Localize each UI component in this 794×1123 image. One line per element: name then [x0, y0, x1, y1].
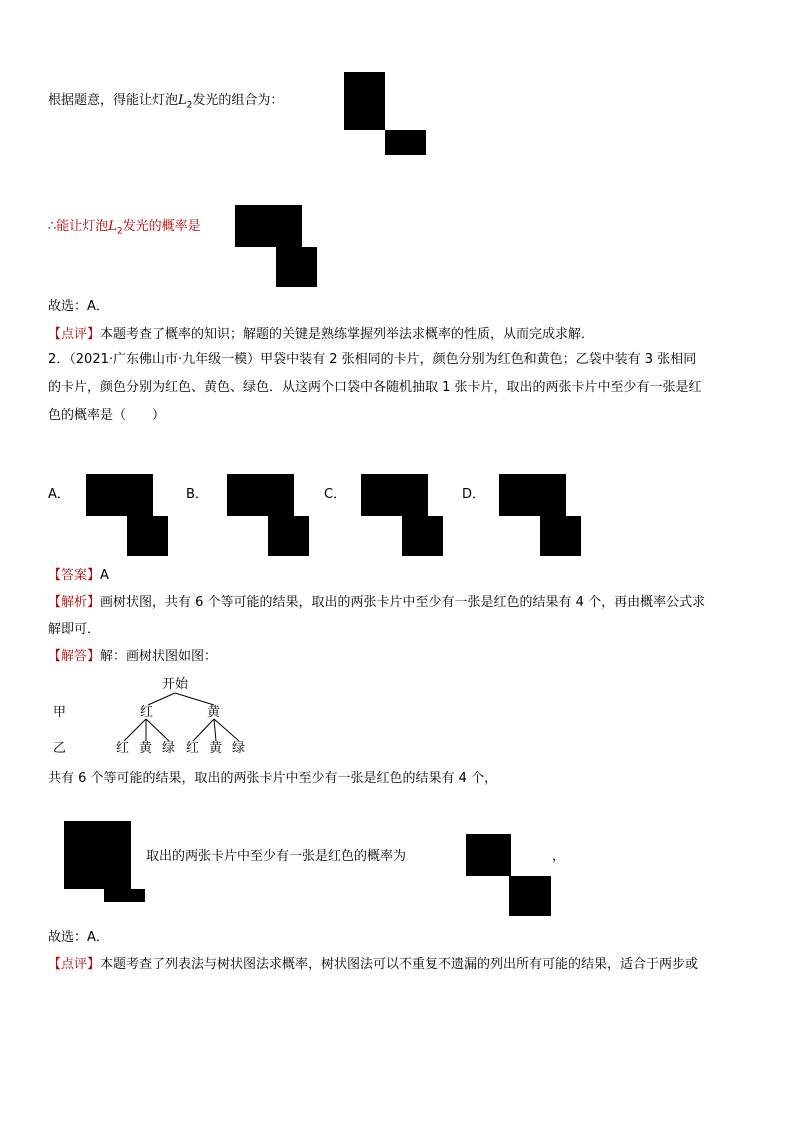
- redacted-probability-answer-part: [509, 876, 551, 916]
- solution-text: 解：画树状图如图：: [100, 649, 218, 664]
- option-a-label: A．: [48, 487, 70, 502]
- therefore-prefix: ∴能让灯泡: [48, 219, 109, 234]
- bulb-variable-2: L: [108, 219, 117, 234]
- option-c-figure-part: [402, 516, 443, 556]
- redacted-probability-fraction: [235, 205, 302, 247]
- therefore-suffix: 发光的概率是: [122, 219, 201, 234]
- intro-prefix: 根据题意，得能让灯泡: [48, 93, 179, 108]
- tree-leaf-1: 红: [116, 741, 130, 756]
- option-b-figure-part: [268, 516, 309, 556]
- solution-label: 【解答】: [48, 649, 101, 664]
- probability-text: 取出的两张卡片中至少有一张是红色的概率为: [146, 849, 407, 864]
- review-label: 【点评】: [48, 327, 101, 342]
- therefore-line: [48, 218, 201, 241]
- bulb-subscript: 2: [186, 100, 193, 111]
- result-line: 共有 6 个等可能的结果，取出的两张卡片中至少有一张是红色的结果有 4 个，: [48, 771, 498, 786]
- bulb-subscript-2: 2: [116, 226, 123, 237]
- tree-leaf-2: 黄: [139, 741, 153, 756]
- option-c-figure: [361, 474, 428, 516]
- q2-line3: 色的概率是（ ）: [48, 408, 166, 423]
- option-b-label: B．: [186, 487, 208, 502]
- q2-review-text: 本题考查了列表法与树状图法求概率，树状图法可以不重复不遗漏的列出所有可能的结果，适合于两步或: [100, 957, 699, 972]
- redacted-probability-fraction-part: [276, 247, 317, 287]
- redacted-formula-left-part: [104, 889, 145, 902]
- tree-level2-label: 乙: [53, 741, 67, 756]
- prev-choice: 故选：A．: [48, 299, 109, 314]
- answer-value: A: [100, 568, 109, 583]
- option-a-figure-part: [127, 516, 168, 556]
- tree-node-red: 红: [140, 705, 154, 720]
- option-a-figure: [86, 474, 153, 516]
- q2-review: [48, 956, 698, 974]
- redacted-probability-answer: [466, 834, 511, 876]
- tree-leaf-6: 绿: [232, 741, 246, 756]
- analysis-label: 【解析】: [48, 595, 101, 610]
- option-d-figure-part: [540, 516, 581, 556]
- option-d-label: D．: [462, 487, 486, 502]
- bulb-variable: L: [178, 93, 187, 108]
- q2-review-label: 【点评】: [48, 957, 101, 972]
- analysis-line2: 解即可．: [48, 622, 101, 637]
- intro-suffix: 发光的组合为：: [192, 93, 284, 108]
- q2-choice: 故选：A．: [48, 930, 109, 945]
- redacted-figure-combination: [344, 72, 385, 130]
- probability-comma: ，: [552, 849, 566, 864]
- prev-review: [48, 326, 594, 344]
- option-d-figure: [499, 474, 566, 516]
- q2-line1: 2．（2021·广东佛山市·九年级一模）甲袋中装有 2 张相同的卡片，颜色分别为红色和黄色；乙袋中装有 3 张相同: [48, 352, 697, 367]
- option-c-label: C．: [324, 487, 347, 502]
- tree-leaf-3: 绿: [162, 741, 176, 756]
- review-text: 本题考查了概率的知识；解题的关键是熟练掌握列举法求概率的性质，从而完成求解．: [100, 327, 595, 342]
- intro-line: [48, 92, 283, 115]
- answer-label: 【答案】: [48, 568, 101, 583]
- tree-level1-label: 甲: [53, 705, 67, 720]
- tree-leaf-5: 黄: [209, 741, 223, 756]
- option-b-figure: [227, 474, 294, 516]
- solution-line: [48, 648, 217, 666]
- tree-leaf-4: 红: [186, 741, 200, 756]
- analysis-text: 画树状图，共有 6 个等可能的结果，取出的两张卡片中至少有一张是红色的结果有 4 个，再由概率公式求: [100, 595, 706, 610]
- answer-line: [48, 567, 109, 585]
- redacted-figure-combination-part: [385, 130, 426, 155]
- analysis-line1: [48, 594, 705, 612]
- redacted-formula-left: [64, 821, 131, 889]
- q2-line2: 的卡片，颜色分别为红色、黄色、绿色．从这两个口袋中各随机抽取 1 张卡片，取出的两张卡片中至少有一张是红: [48, 380, 702, 395]
- tree-root: 开始: [162, 677, 189, 692]
- tree-node-yellow: 黄: [207, 705, 221, 720]
